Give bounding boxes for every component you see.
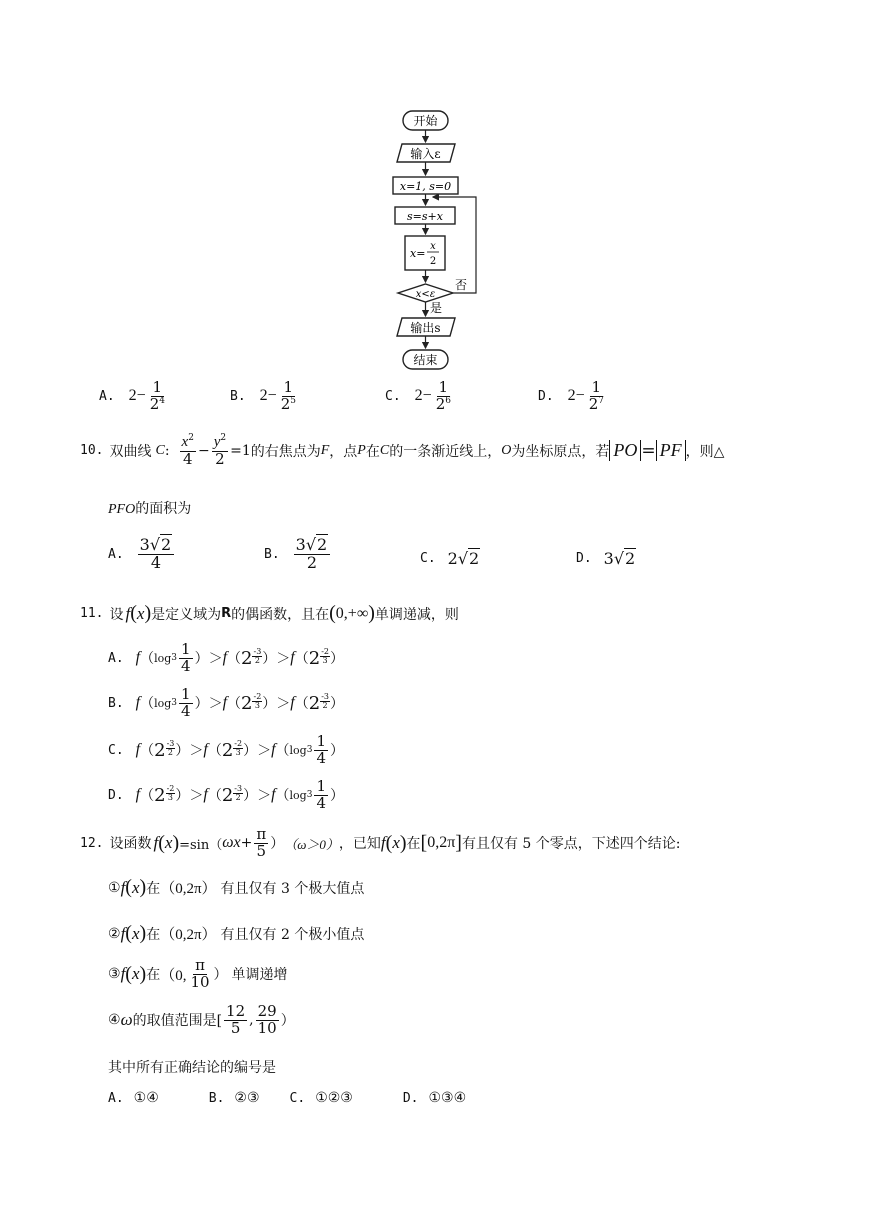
q11-option-d (108, 779, 344, 812)
q11-b-f1: f (135, 694, 141, 712)
q11-b-gt1: ＞ (208, 696, 223, 713)
q9-option-d-prefix: 2− (567, 387, 585, 405)
q9-option-b-base: 2 (280, 394, 291, 413)
q11-a-four: 4 (181, 656, 191, 675)
q11-a-exp2: -3 2 (253, 646, 262, 665)
q12-option-a-label: A. (108, 1090, 124, 1106)
flow-update-x-num: x (430, 241, 436, 252)
q12-summary: 其中所有正确结论的编号是 (108, 1060, 276, 1076)
flow-end-text: 结束 (413, 353, 438, 367)
flow-update-s-text: s=s+x (407, 210, 443, 223)
q11-d-rp2: ） (243, 788, 258, 805)
q10-option-a-rad: 2 (161, 535, 172, 554)
q10-option-c-rad: 2 (469, 549, 480, 568)
q10-t6: 为坐标原点，若 (511, 443, 610, 460)
q11-b-rp3: ） (329, 696, 344, 713)
q10-y: y (213, 434, 221, 450)
q12-s3-den: 10 (190, 972, 210, 991)
q10-option-a-coef: 3 (139, 535, 150, 554)
q12-x2: x (392, 833, 400, 853)
q12-s1-zai: 在 (146, 880, 161, 897)
q11-b-lp1: （ (140, 696, 155, 713)
q12-s3-mark: ③ (108, 966, 121, 983)
q9-option-c-fraction (434, 380, 453, 413)
q12-s4-d1: 5 (230, 1018, 241, 1037)
q10-option-b-label: B. (264, 546, 280, 562)
q11-d-exp2: -3 2 (234, 783, 243, 802)
q11-b-rp1: ） (194, 696, 209, 713)
q11-d-one: 1 (316, 777, 326, 795)
q11-d-lp1: （ (140, 788, 155, 805)
q10-option-a (108, 537, 176, 572)
q10-option-d-coef: 3 (603, 549, 614, 568)
q12-s1-text: 有且仅有 3 个极大值点 (220, 880, 365, 897)
q11-c-log: log (289, 743, 307, 757)
q12-s3-pi: π (195, 956, 205, 974)
q12-number: 12. (80, 835, 104, 851)
q11-option-c (108, 734, 344, 767)
q10-option-c-value: 2√2 (447, 549, 480, 568)
q11-option-d-label: D. (108, 787, 124, 803)
q11-t4: 单调递减，则 (374, 606, 459, 623)
flow-yes-label: 是 (430, 301, 443, 315)
q10-t2: 的右焦点为 (250, 443, 321, 460)
q12-statement-3: ③ f ( x ) 在 （0, $\frac{\pi}{10}$ ） 单调递增 (108, 956, 288, 991)
q11-a-base3: 2 (308, 647, 321, 669)
flow-update-x-den: 2 (429, 256, 437, 267)
q12-option-b-text: ②③ (234, 1090, 260, 1106)
q11-option-b-label: B. (108, 695, 124, 711)
q12-t3: 在 (406, 836, 421, 853)
q12-option-c-text: ①②③ (315, 1090, 353, 1106)
q10-frac-x (180, 434, 196, 468)
q10-number: 10. (80, 443, 104, 459)
q11-a-exp3: -2 3 (321, 646, 329, 665)
q10-t4: 在 (365, 443, 380, 460)
q11-c-base1: 2 (154, 739, 166, 761)
q11-b-logbase: 3 (171, 698, 178, 709)
q9-option-a-prefix: 2− (128, 387, 146, 405)
q10-pfo: PFO (108, 502, 136, 517)
q12-five: 5 (256, 841, 267, 860)
q11-f: f (125, 603, 131, 623)
flowchart (378, 104, 508, 376)
q11-t1: 设 (109, 606, 124, 623)
q11-c-logbase: 3 (306, 745, 313, 756)
q11-a-rp1: ） (194, 651, 209, 668)
q12-s1-f: f (120, 877, 126, 897)
q9-option-c-exp: 6 (445, 395, 451, 406)
q11-a-logbase: 3 (171, 653, 178, 664)
q11-d-exp1: -2 3 (166, 783, 175, 802)
q11-x: x (136, 603, 145, 623)
q12-x1: x (164, 833, 173, 853)
q11-c-four: 4 (316, 748, 326, 767)
q12-statement-2: ② f ( x ) 在 （0,2π） 有且仅有 2 个极小值点 (108, 922, 365, 944)
flow-no-label: 否 (455, 278, 468, 292)
q10-stem-line2 (108, 498, 191, 518)
q11-d-gt2: ＞ (257, 788, 272, 805)
q11-b-base2: 2 (241, 692, 253, 714)
flow-start-text: 开始 (413, 114, 438, 128)
q12-s3-pi-over-10 (188, 958, 211, 991)
q12-option-a-text: ①④ (133, 1090, 159, 1106)
q12-s3-zai: 在 (146, 967, 161, 984)
q9-option-b-fraction (279, 380, 298, 413)
q11-d-logbase: 3 (306, 790, 313, 801)
q12-s2-zai: 在 (146, 926, 161, 943)
q10-abs-po: PO (609, 440, 641, 461)
q9-option-a (99, 380, 169, 413)
q11-number: 11. (80, 606, 104, 621)
q11-a-base2: 2 (241, 647, 253, 669)
q10-option-a-den: 4 (150, 552, 162, 572)
q10-option-d (576, 549, 636, 568)
q10-x-sq: 2 (188, 433, 194, 443)
q11-b-base3: 2 (308, 692, 321, 714)
q10-t1: 双曲线 (109, 443, 152, 460)
q12-s4-frac1 (224, 1004, 247, 1037)
q11-a-log: log (154, 651, 172, 665)
q11-d-base2: 2 (221, 784, 234, 806)
q9-option-c-base: 2 (435, 394, 446, 413)
q9-option-c-label: C. (385, 388, 401, 404)
q11-d-f1: f (135, 786, 141, 804)
q12-s4-mark: ④ (108, 1012, 121, 1029)
q12-s3-f: f (120, 964, 126, 984)
q10-den2: 2 (215, 449, 225, 468)
q11-option-c-label: C. (108, 742, 124, 758)
q12-s1-int: （0,2π） (160, 881, 217, 897)
q9-option-d-fraction (587, 380, 606, 413)
q10-colon: : (164, 442, 170, 459)
flow-init-text: x=1, s=0 (399, 180, 452, 193)
q10-option-c-coef: 2 (447, 549, 458, 568)
q9-option-d-label: D. (538, 388, 554, 404)
q10-frac-y (212, 434, 228, 468)
q11-a-f3: f (290, 649, 295, 667)
q10-eq2: = (641, 440, 656, 461)
q12-f2: f (380, 833, 386, 853)
q12-s2-mark: ② (108, 925, 121, 942)
q10-option-d-rad: 2 (625, 549, 636, 568)
q10-x: x (181, 434, 189, 450)
q12-s2-f: f (120, 923, 126, 943)
q11-a-rp2: ） (262, 651, 277, 668)
flow-condition-text: x<ε (415, 289, 436, 300)
q10-eq1: =1 (230, 442, 251, 459)
q11-b-f3: f (290, 694, 295, 712)
q12-s3-int-post: ） (213, 967, 228, 984)
q12-statement-4: ④ ω 的取值范围是[ $\frac{12}{5}$ , $\frac{29}{10}$ ） (108, 1002, 295, 1037)
q10-den1: 4 (182, 449, 193, 468)
q10-option-c (420, 549, 480, 568)
q12-option-d-text: ①③④ (428, 1090, 467, 1106)
q10-option-c-label: C. (420, 551, 436, 566)
q12-t1: 设函数 (109, 836, 152, 853)
q11-c-exp1: -3 2 (166, 738, 175, 757)
q10-abs-pf: PF (656, 440, 686, 461)
q12-plus: + (240, 835, 253, 852)
q10-option-b (264, 537, 332, 572)
q10-option-b-rad: 2 (317, 535, 328, 554)
q9-option-c (385, 380, 455, 413)
q12-options (108, 1090, 466, 1106)
q10-F: F (320, 442, 330, 458)
q11-a-lp2: （ (227, 651, 242, 668)
q11-b-lp3: （ (294, 696, 309, 713)
q12-s4-end: ） (280, 1013, 295, 1030)
q9-option-a-exp: 4 (159, 395, 165, 406)
q10-t7: ，则△ (685, 443, 725, 460)
q9-option-d (538, 380, 608, 413)
q11-a-f2: f (222, 649, 228, 667)
q11-c-gt1: ＞ (189, 743, 204, 760)
q12-def-eq: =sin（ (179, 837, 223, 853)
q12-option-c-label: C. (289, 1090, 306, 1106)
q9-option-d-base: 2 (588, 394, 599, 413)
q9-option-a-num: 1 (152, 378, 163, 396)
q11-a-lp1: （ (140, 651, 155, 668)
q11-d-quarter (314, 779, 328, 812)
q11-c-f2: f (203, 741, 208, 759)
q12-s2-text: 有且仅有 2 个极小值点 (220, 926, 365, 943)
q12-def-rp: ） (270, 836, 285, 853)
q10-stem-line1 (80, 434, 724, 468)
q11-t2: 是定义域为 (151, 606, 222, 623)
q11-d-lp2: （ (207, 788, 222, 805)
q11-c-rp3: ） (329, 743, 344, 760)
q11-stem: 11. 设 f ( x ) 是定义域为 R 的偶函数，且在 ( 0,+∞ ) 单调递减，则 (80, 602, 459, 624)
q11-b-four: 4 (181, 701, 191, 720)
q11-b-one: 1 (181, 685, 191, 703)
q12-s3-int-pre: （0, (160, 967, 187, 984)
flow-output-text: 输出s (410, 321, 441, 335)
q12-pi: π (256, 825, 267, 843)
q11-d-f2: f (203, 786, 208, 804)
q12-stem: 12. 设函数 f ( x ) =sin（ ωx + $\frac{\pi}{5}$ ） （ω＞0） ，已知 f ( x ) 在 [ 0,2π ] 有且仅有 5 个零点，下述四个结论: (80, 825, 681, 860)
q12-option-d-label: D. (402, 1090, 419, 1106)
q11-b-exp3: -3 2 (321, 691, 329, 710)
q12-s3-x: x (131, 964, 140, 984)
q11-d-rp1: ） (175, 788, 190, 805)
q10-t5: 的一条渐近线上， (389, 443, 502, 460)
q11-c-rp2: ） (243, 743, 258, 760)
q10-C: C (155, 442, 165, 458)
q11-c-lp2: （ (207, 743, 222, 760)
q11-c-base2: 2 (221, 739, 234, 761)
q10-t3: ，点 (329, 443, 358, 460)
q10-line2-text: 的面积为 (135, 501, 192, 517)
q11-a-one: 1 (181, 640, 191, 658)
q11-c-one: 1 (316, 732, 326, 750)
q12-s4-d2: 10 (257, 1018, 277, 1037)
q10-option-b-fraction: $\frac{3√2}{2}$ (294, 537, 331, 572)
q11-b-f2: f (222, 694, 228, 712)
q12-s3-text: 单调递增 (231, 967, 288, 984)
q10-option-b-den: 2 (306, 552, 318, 572)
q12-pi-over-5 (254, 827, 268, 860)
q11-a-quarter (179, 642, 193, 675)
q9-option-b-num: 1 (283, 378, 294, 396)
q12-s4-text: 的取值范围是[ (132, 1013, 223, 1030)
q12-option-b-label: B. (208, 1090, 225, 1106)
q11-c-f1: f (135, 741, 141, 759)
q11-a-lp3: （ (294, 651, 309, 668)
q11-c-lp1: （ (140, 743, 155, 760)
q11-c-quarter (314, 734, 328, 767)
q11-a-f1: f (135, 649, 141, 667)
q11-b-lp2: （ (227, 696, 242, 713)
q11-a-gt2: ＞ (276, 651, 291, 668)
q9-option-c-num: 1 (438, 378, 449, 396)
q12-s4-n1: 12 (226, 1002, 246, 1020)
q11-c-gt2: ＞ (257, 743, 272, 760)
q11-b-gt2: ＞ (276, 696, 291, 713)
q11-d-log: log (289, 788, 307, 802)
q11-option-a (108, 642, 344, 675)
q11-d-lp3: （ (275, 788, 290, 805)
q10-option-a-fraction: $\frac{3√2}{4}$ (138, 537, 175, 572)
q12-cond: （ω＞0） (284, 836, 339, 852)
q11-d-rp3: ） (329, 788, 344, 805)
q12-f1: f (153, 833, 159, 853)
q11-interval: 0,+∞ (335, 604, 369, 622)
q9-option-d-exp: 7 (598, 395, 604, 406)
q9-option-b-prefix: 2− (259, 387, 277, 405)
q11-d-gt1: ＞ (189, 788, 204, 805)
q10-option-b-coef: 3 (295, 535, 306, 554)
q10-option-d-label: D. (576, 551, 592, 566)
q11-c-rp1: ） (175, 743, 190, 760)
q11-t3: 的偶函数，且在 (231, 606, 330, 623)
q11-option-b (108, 687, 344, 720)
q11-R: R (221, 606, 232, 621)
q12-s2-int: （0,2π） (160, 927, 217, 943)
q12-omega-x: ωx (222, 834, 241, 852)
q12-s4-omega: ω (120, 1010, 133, 1030)
q11-b-exp2: -2 3 (253, 691, 262, 710)
q10-y-sq: 2 (220, 433, 227, 443)
q12-t4: 有且仅有 5 个零点，下述四个结论: (461, 836, 681, 853)
q11-c-f3: f (271, 741, 276, 759)
q9-option-a-fraction (148, 380, 167, 413)
q12-t2: ，已知 (338, 836, 381, 853)
q10-option-a-label: A. (108, 546, 124, 562)
q10-minus: − (197, 442, 210, 459)
q11-a-rp3: ） (329, 651, 344, 668)
q12-s1-mark: ① (108, 879, 121, 896)
q10-O: O (501, 442, 512, 458)
q11-d-base1: 2 (154, 784, 166, 806)
flow-update-x-lhs: x= (410, 247, 426, 260)
q9-option-b (230, 380, 300, 413)
q12-interval: 0,2π (427, 834, 456, 852)
q9-option-d-num: 1 (591, 378, 602, 396)
q10-option-d-value: 3√2 (603, 549, 636, 568)
q11-b-log: log (154, 696, 172, 710)
q11-d-four: 4 (316, 793, 326, 812)
q11-c-exp2: -2 3 (234, 738, 243, 757)
q11-b-quarter (179, 687, 193, 720)
q12-s2-x: x (131, 923, 140, 943)
q9-option-a-base: 2 (149, 394, 160, 413)
q12-s4-n2: 29 (257, 1002, 277, 1020)
q9-option-b-exp: 5 (290, 395, 296, 406)
q12-statement-1: ① f ( x ) 在 （0,2π） 有且仅有 3 个极大值点 (108, 876, 365, 898)
q12-s4-frac2 (256, 1004, 279, 1037)
q11-option-a-label: A. (108, 650, 124, 666)
q9-option-a-label: A. (99, 388, 115, 404)
q9-option-b-label: B. (230, 388, 246, 404)
flow-input-text: 输入ε (410, 147, 441, 161)
q11-b-rp2: ） (262, 696, 277, 713)
q11-c-lp3: （ (275, 743, 290, 760)
q11-a-gt1: ＞ (208, 651, 223, 668)
q11-d-f3: f (271, 786, 276, 804)
q10-C2: C (379, 442, 390, 458)
q9-option-c-prefix: 2− (414, 387, 432, 405)
q12-s1-x: x (131, 877, 140, 897)
q10-P: P (357, 442, 366, 458)
